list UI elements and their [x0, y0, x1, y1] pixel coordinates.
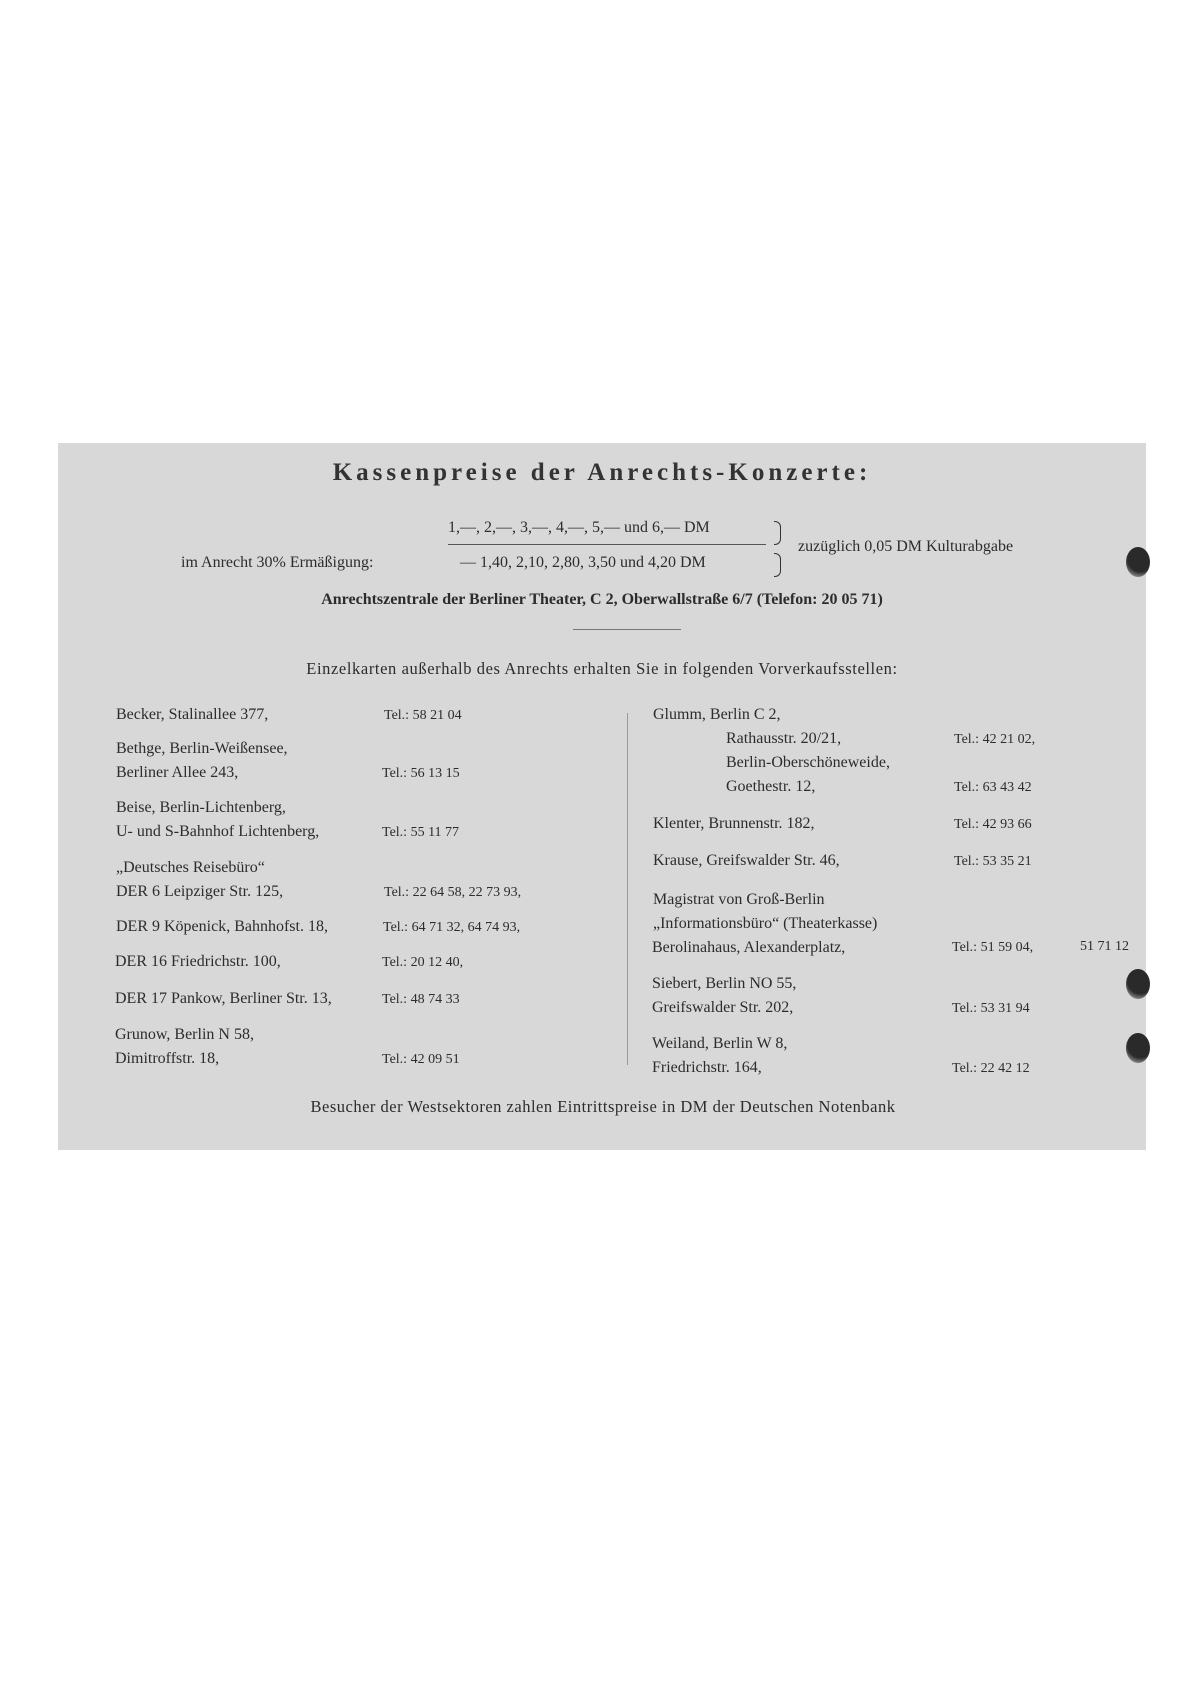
glumm-address-2a: Berlin-Oberschöneweide,	[726, 754, 890, 771]
price-divider	[448, 544, 766, 545]
phone-number: Tel.: 20 12 40,	[382, 955, 464, 970]
phone-number: 51 71 12	[1080, 939, 1129, 954]
footer-note: Besucher der Westsektoren zahlen Eintrittspreise in DM der Deutschen Notenbank	[310, 1097, 896, 1116]
punch-hole-middle	[1126, 969, 1150, 999]
glumm-address-2b: Goethestr. 12,	[726, 778, 816, 795]
brace-top	[774, 521, 781, 545]
magistrat-line-2: „Informationsbüro“ (Theaterkasse)	[653, 915, 878, 932]
list-item: Becker, Stalinallee 377,	[116, 706, 269, 723]
presale-intro: Einzelkarten außerhalb des Anrechts erhalten Sie in folgenden Vorverkaufsstellen:	[306, 659, 898, 678]
regular-prices: 1,—, 2,—, 3,—, 4,—, 5,— und 6,— DM	[448, 519, 710, 536]
glumm-name: Glumm, Berlin C 2,	[653, 706, 781, 723]
phone-number: Tel.: 53 31 94	[952, 1001, 1030, 1016]
weiland-line-1: Weiland, Berlin W 8,	[652, 1035, 788, 1052]
punch-hole-top	[1126, 547, 1150, 577]
phone-number: Tel.: 42 09 51	[382, 1052, 460, 1067]
phone-number: Tel.: 22 64 58, 22 73 93,	[384, 885, 522, 900]
magistrat-line-1: Magistrat von Groß-Berlin	[653, 891, 825, 908]
phone-number: Tel.: 56 13 15	[382, 766, 460, 781]
program-page	[58, 443, 1146, 1150]
list-item: Beise, Berlin-Lichtenberg, U- und S-Bahnhof Lichtenberg,	[116, 799, 320, 840]
punch-hole-bottom	[1126, 1033, 1150, 1063]
page-title: Kassenpreise der Anrechts-Konzerte:	[332, 459, 872, 486]
column-divider	[627, 713, 628, 1065]
glumm-address-1: Rathausstr. 20/21,	[726, 730, 842, 747]
siebert-line-1: Siebert, Berlin NO 55,	[652, 975, 797, 992]
ticket-office-line: Anrechtszentrale der Berliner Theater, C 2, Oberwallstraße 6/7 (Telefon: 20 05 71)	[321, 591, 883, 608]
phone-number: Tel.: 63 43 42	[954, 780, 1032, 795]
list-item: „Deutsches Reisebüro“ DER 6 Leipziger Str. 125,	[116, 859, 284, 900]
siebert-line-2: Greifswalder Str. 202,	[652, 999, 794, 1016]
phone-number: Tel.: 51 59 04,	[952, 940, 1034, 955]
discount-label: im Anrecht 30% Ermäßigung:	[181, 554, 374, 571]
phone-number: Tel.: 42 21 02,	[954, 732, 1036, 747]
brace-bottom	[774, 553, 781, 577]
phone-number: Tel.: 64 71 32, 64 74 93,	[383, 920, 521, 935]
phone-number: Tel.: 22 42 12	[952, 1061, 1030, 1076]
surcharge-note: zuzüglich 0,05 DM Kulturabgabe	[798, 538, 1014, 555]
phone-number: Tel.: 42 93 66	[954, 817, 1032, 832]
short-divider	[573, 629, 681, 630]
phone-number: Tel.: 48 74 33	[382, 992, 460, 1007]
magistrat-line-3: Berolinahaus, Alexanderplatz,	[652, 939, 846, 956]
weiland-line-2: Friedrichstr. 164,	[652, 1059, 762, 1076]
list-item: DER 16 Friedrichstr. 100,	[115, 953, 281, 970]
list-item: Grunow, Berlin N 58, Dimitroffstr. 18,	[115, 1026, 254, 1067]
discount-prices: — 1,40, 2,10, 2,80, 3,50 und 4,20 DM	[460, 554, 706, 571]
krause-address: Krause, Greifswalder Str. 46,	[653, 852, 840, 869]
list-item: DER 9 Köpenick, Bahnhofst. 18,	[116, 918, 328, 935]
phone-number: Tel.: 58 21 04	[384, 708, 462, 723]
list-item: Bethge, Berlin-Weißensee, Berliner Allee 243,	[116, 740, 288, 781]
phone-number: Tel.: 55 11 77	[382, 825, 460, 840]
klenter-address: Klenter, Brunnenstr. 182,	[653, 815, 815, 832]
phone-number: Tel.: 53 35 21	[954, 854, 1032, 869]
list-item: DER 17 Pankow, Berliner Str. 13,	[115, 990, 332, 1007]
